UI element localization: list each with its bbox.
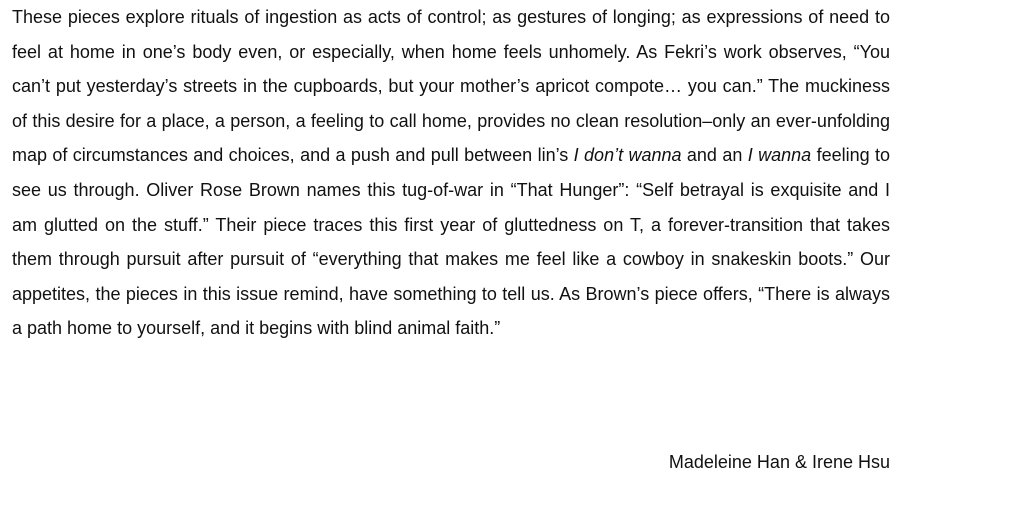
body-paragraph [12, 0, 890, 346]
paragraph-text-3: feeling to see us through. Oliver Rose Brown names this tug-of-war in “That Hunger”: “Self betrayal is exquisite and I am glutted on the stuff.” Their piece traces this first year of gluttedness on T, a forever-transition that takes them through pursuit after pursuit of “everything that makes me feel like a cowboy in snakeskin boots.” Our appetites, the pieces in this issue remind, have something to tell us. As Brown’s piece offers, “There is always a path home to yourself, and it begins with blind animal faith.” [12, 145, 891, 339]
document-page [12, 0, 890, 528]
author-signature: Madeleine Han & Irene Hsu [668, 452, 890, 472]
italic-phrase-dont-wanna: I don’t wanna [573, 145, 682, 166]
italic-phrase-wanna: I wanna [747, 145, 812, 166]
paragraph-text-2: and an [681, 145, 748, 166]
paragraph-text-1: These pieces explore rituals of ingestion as acts of control; as gestures of longing; as expressions of need to feel at home in one’s body even, or especially, when home feels unhomely. As Fekri’s work observes, “You can’t put yesterday’s streets in the cupboards, but your mother’s apricot compote… you can.” The muckiness of this desire for a place, a person, a feeling to call home, provides no clean resolution–only an ever-unfolding map of circumstances and choices, and a push and pull between lin’s [12, 7, 890, 166]
